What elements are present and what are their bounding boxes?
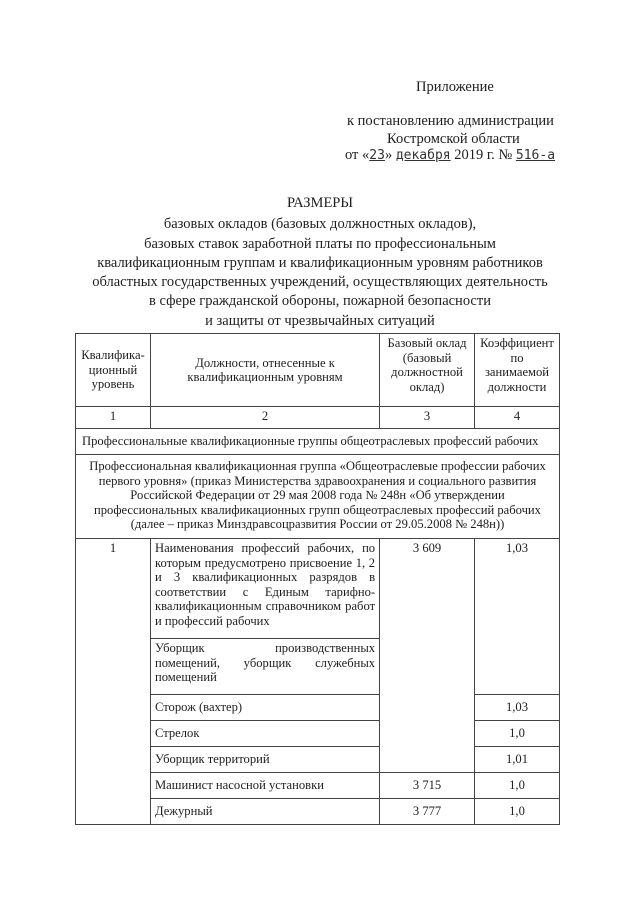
group-title: Профессиональная квалификационная группа «Общеотраслевые профессии рабочих первого уровня» (приказ Министерства здравоохранения и социального развития Российской Федерации от 29 мая 2008 года № 248н «Об утверждении профессиональных квалификационных групп общеотраслевых профессий рабочих (далее – приказ Минздравсоцразвития России от 29.05.2008 № 248н)) (76, 455, 560, 539)
date-year: 2019 г. № (454, 147, 513, 163)
title-line: в сфере гражданской обороны, пожарной безопасности (149, 293, 491, 310)
title-line: областных государственных учреждений, осуществляющих деятельность (92, 274, 548, 291)
date-month: декабря (395, 148, 451, 163)
group-row (76, 455, 560, 539)
col-number: 4 (475, 407, 560, 429)
col-number: 1 (76, 407, 151, 429)
section-row (76, 429, 560, 455)
qualification-level: 1 (76, 539, 151, 825)
title-line: базовых окладов (базовых должностных окладов), (163, 216, 477, 233)
title-heading: РАЗМЕРЫ (286, 195, 354, 211)
coefficient-cell: 1,0 (475, 773, 560, 799)
position-cell: Уборщик производственных помещений, уборщик служебных помещений (150, 639, 379, 695)
header-salary: Базовый оклад (базовый должностной оклад) (380, 334, 475, 407)
region-label: Костромской области (387, 131, 520, 147)
position-cell: Стрелок (150, 721, 379, 747)
coefficient-cell: 1,03 (475, 539, 560, 695)
header-position: Должности, отнесенные к квалификационным уровням (150, 334, 379, 407)
salary-cell: 3 715 (380, 773, 475, 799)
col-number: 2 (150, 407, 379, 429)
header-level: Квалифика-ционный уровень (76, 334, 151, 407)
date-mid: » (384, 147, 393, 163)
document-title (60, 194, 580, 331)
coefficient-cell: 1,0 (475, 721, 560, 747)
position-cell: Машинист насосной установки (150, 773, 379, 799)
salary-table (75, 333, 560, 825)
header-coefficient: Коэффициент по занимаемой должности (475, 334, 560, 407)
table-row (76, 539, 560, 639)
salary-cell: 3 609 (380, 539, 475, 773)
salary-cell: 3 777 (380, 799, 475, 825)
resolution-date (345, 147, 555, 164)
position-cell: Дежурный (150, 799, 379, 825)
title-line: квалификационным группам и квалификационным уровням работников (97, 254, 543, 271)
position-cell: Наименования профессий рабочих, по которым предусмотрено присвоение 1, 2 и 3 квалификационных разрядов в соответствии с Единым тарифно-квалификационным справочником работ и профессий рабочих (150, 539, 379, 639)
table-header-row (76, 334, 560, 407)
coefficient-cell: 1,01 (475, 747, 560, 773)
position-cell: Уборщик территорий (150, 747, 379, 773)
col-number: 3 (380, 407, 475, 429)
column-number-row (76, 407, 560, 429)
resolution-label: к постановлению администрации (347, 113, 554, 129)
section-title: Профессиональные квалификационные группы общеотраслевых профессий рабочих (76, 429, 560, 455)
title-line: базовых ставок заработной платы по профессиональным (144, 235, 496, 252)
coefficient-cell: 1,03 (475, 695, 560, 721)
coefficient-cell: 1,0 (475, 799, 560, 825)
date-day: 23 (369, 148, 385, 163)
resolution-number: 516-а (515, 148, 556, 163)
date-prefix: от « (345, 147, 370, 163)
appendix-label: Приложение (416, 79, 494, 95)
title-line: и защиты от чрезвычайных ситуаций (205, 312, 435, 329)
position-cell: Сторож (вахтер) (150, 695, 379, 721)
